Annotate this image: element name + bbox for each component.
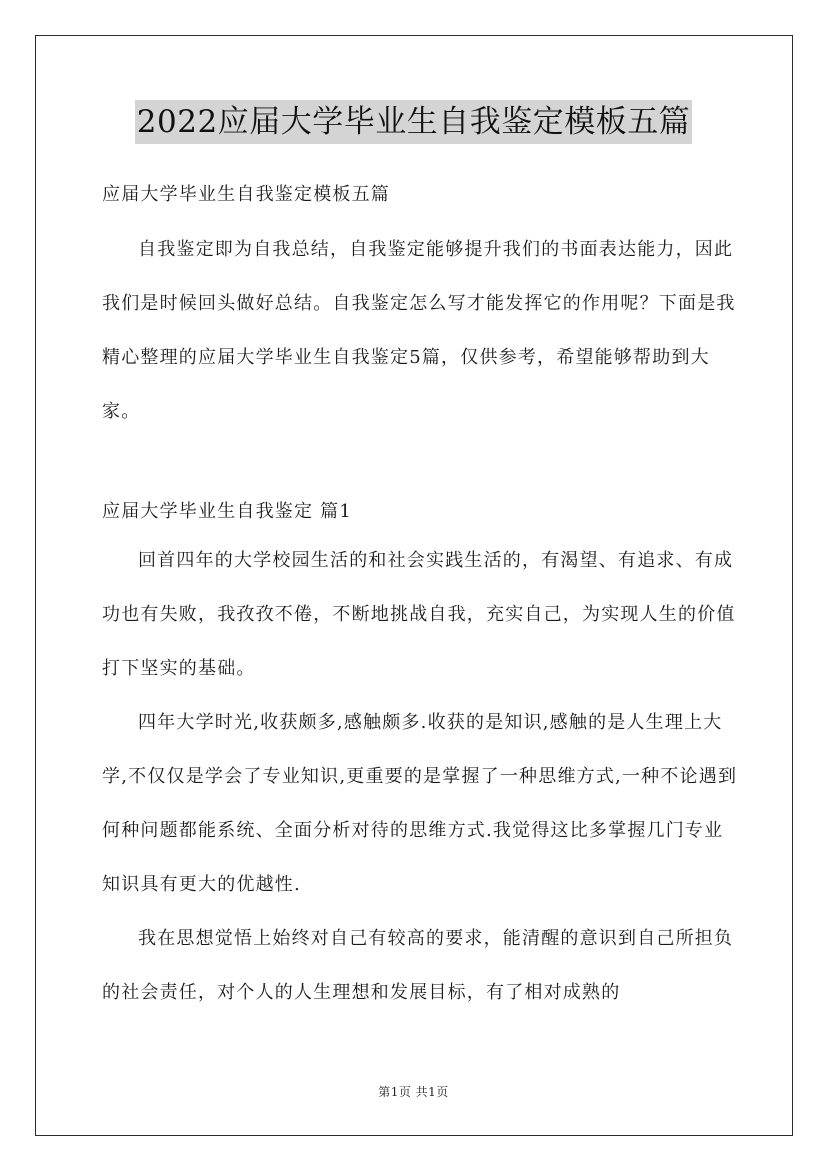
section-1-paragraph: 四年大学时光,收获颇多,感触颇多.收获的是知识,感触的是人生理上大学,不仅仅是学会了专业知识,更重要的是掌握了一种思维方式,一种不论遇到何种问题都能系统、全面分析对待的思维方式.我觉得这比多掌握几门专业知识具有更大的优越性. (102, 712, 738, 895)
document-body (102, 173, 742, 1020)
section-1-paragraph: 回首四年的大学校园生活的和社会实践生活的，有渴望、有追求、有成功也有失败，我孜孜不倦，不断地挑战自我，充实自己，为实现人生的价值打下坚实的基础。 (102, 550, 736, 679)
subtitle-heading: 应届大学毕业生自我鉴定模板五篇 (102, 184, 390, 205)
intro-paragraph: 自我鉴定即为自我总结，自我鉴定能够提升我们的书面表达能力，因此我们是时候回头做好总结。自我鉴定怎么写才能发挥它的作用呢？下面是我精心整理的应届大学毕业生自我鉴定5篇，仅供参考，希望能够帮助到大家。 (102, 239, 736, 422)
section-1-heading: 应届大学毕业生自我鉴定 篇1 (102, 501, 352, 522)
page-footer: 第1页 共1页 (378, 1085, 449, 1099)
title-container (0, 100, 827, 144)
document-title: 2022应届大学毕业生自我鉴定模板五篇 (135, 100, 692, 144)
section-1-paragraph: 我在思想觉悟上始终对自己有较高的要求，能清醒的意识到自己所担负的社会责任，对个人的人生理想和发展目标，有了相对成熟的 (102, 928, 734, 1003)
